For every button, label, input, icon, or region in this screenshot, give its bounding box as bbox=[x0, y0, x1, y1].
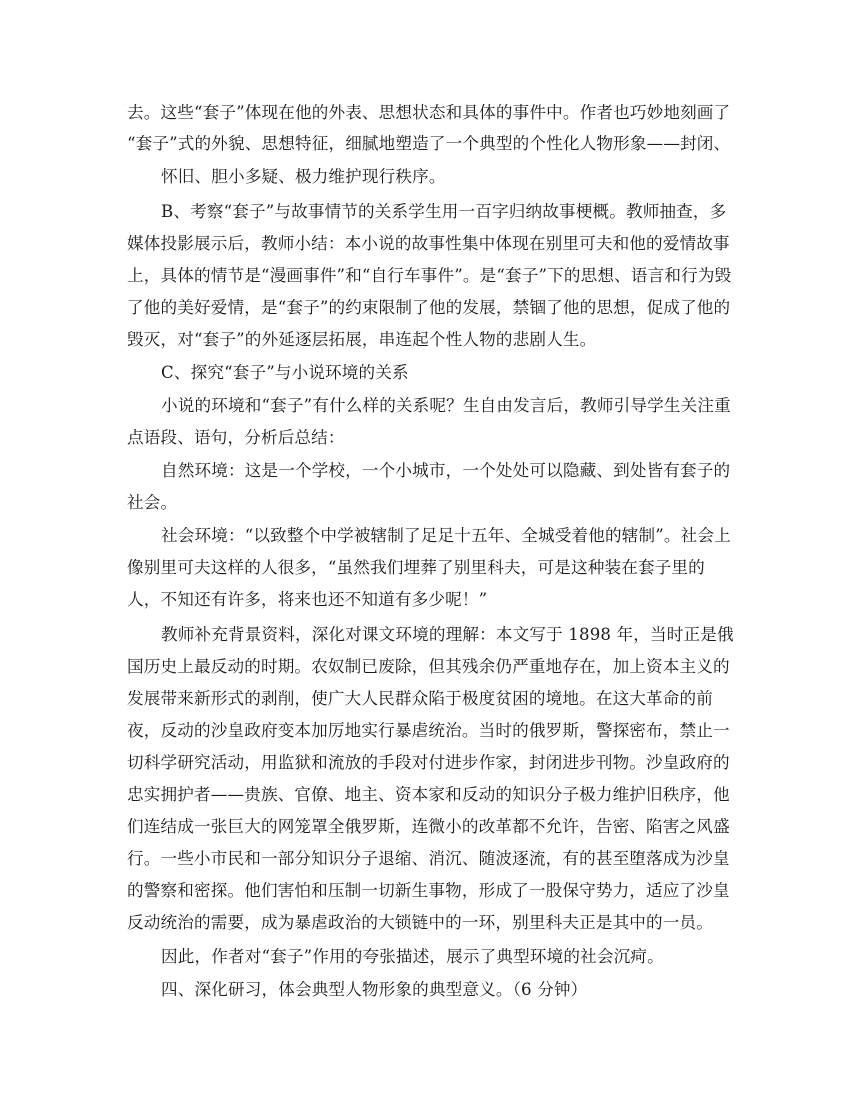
text-line: “套子”式的外貌、思想特征，细腻地塑造了一个典型的个性化人物形象——封闭、 bbox=[127, 134, 731, 153]
text-line: 去。这些“套子”体现在他的外表、思想状态和具体的事件中。作者也巧妙地刻画了 bbox=[127, 103, 731, 122]
text-line: 们连结成一张巨大的网笼罩全俄罗斯，连微小的改革都不允许，告密、陷害之风盛 bbox=[127, 817, 730, 836]
section-heading: 四、深化研习，体会典型人物形象的典型意义。（6 分钟） bbox=[161, 980, 588, 999]
text-line: 人，不知还有许多，将来也还不知道有多少呢！” bbox=[127, 590, 488, 609]
text-line: 怀旧、胆小多疑、极力维护现行秩序。 bbox=[161, 167, 446, 186]
text-line: 上，具体的情节是“漫画事件”和“自行车事件”。是“套子”下的思想、语言和行为毁 bbox=[127, 266, 732, 285]
text-line: 行。一些小市民和一部分知识分子退缩、消沉、随波逐流，有的甚至堕落成为沙皇 bbox=[127, 849, 730, 868]
text-line: 切科学研究活动，用监狱和流放的手段对付进步作家，封闭进步刊物。沙皇政府的 bbox=[127, 753, 730, 772]
text-line: 像别里可夫这样的人很多，“虽然我们埋葬了别里科夫，可是这种装在套子里的 bbox=[127, 558, 705, 577]
text-line: 教师补充背景资料，深化对课文环境的理解：本文写于 1898 年，当时正是俄 bbox=[161, 625, 734, 644]
text-line: B、考察“套子”与故事情节的关系学生用一百字归纳故事梗概。教师抽查，多 bbox=[161, 202, 727, 221]
text-line: C、探究“套子”与小说环境的关系 bbox=[161, 363, 409, 382]
text-line: 了他的美好爱情，是“套子”的约束限制了他的发展，禁锢了他的思想，促成了他的 bbox=[127, 298, 731, 317]
text-line: 社会环境：“以致整个中学被辖制了足足十五年、全城受着他的辖制”。社会上 bbox=[161, 526, 731, 545]
text-line: 社会。 bbox=[127, 493, 178, 512]
text-line: 反动统治的需要，成为暴虐政治的大锁链中的一环，别里科夫正是其中的一员。 bbox=[127, 913, 714, 932]
text-line: 夜，反动的沙皇政府变本加厉地实行暴虐统治。当时的俄罗斯，警探密布，禁止一 bbox=[127, 721, 730, 740]
text-line: 发展带来新形式的剥削，使广大人民群众陷于极度贫困的境地。在这大革命的前 bbox=[127, 689, 714, 708]
text-line: 因此，作者对“套子”作用的夸张描述，展示了典型环境的社会沉疴。 bbox=[161, 947, 664, 966]
text-line: 毁灭，对“套子”的外延逐层拓展，串连起个性人物的悲剧人生。 bbox=[127, 330, 597, 349]
text-line: 忠实拥护者——贵族、官僚、地主、资本家和反动的知识分子极力维护旧秩序，他 bbox=[127, 785, 730, 804]
text-line: 小说的环境和“套子”有什么样的关系呢？生自由发言后，教师引导学生关注重 bbox=[161, 396, 731, 415]
text-line: 的警察和密探。他们害怕和压制一切新生事物，形成了一股保守势力，适应了沙皇 bbox=[127, 881, 730, 900]
text-line: 自然环境：这是一个学校，一个小城市，一个处处可以隐藏、到处皆有套子的 bbox=[161, 461, 731, 480]
text-line: 媒体投影展示后，教师小结：本小说的故事性集中体现在别里可夫和他的爱情故事 bbox=[127, 234, 730, 253]
text-line: 点语段、语句，分析后总结： bbox=[127, 428, 345, 447]
text-line: 国历史上最反动的时期。农奴制已废除，但其残余仍严重地存在，加上资本主义的 bbox=[127, 657, 730, 676]
